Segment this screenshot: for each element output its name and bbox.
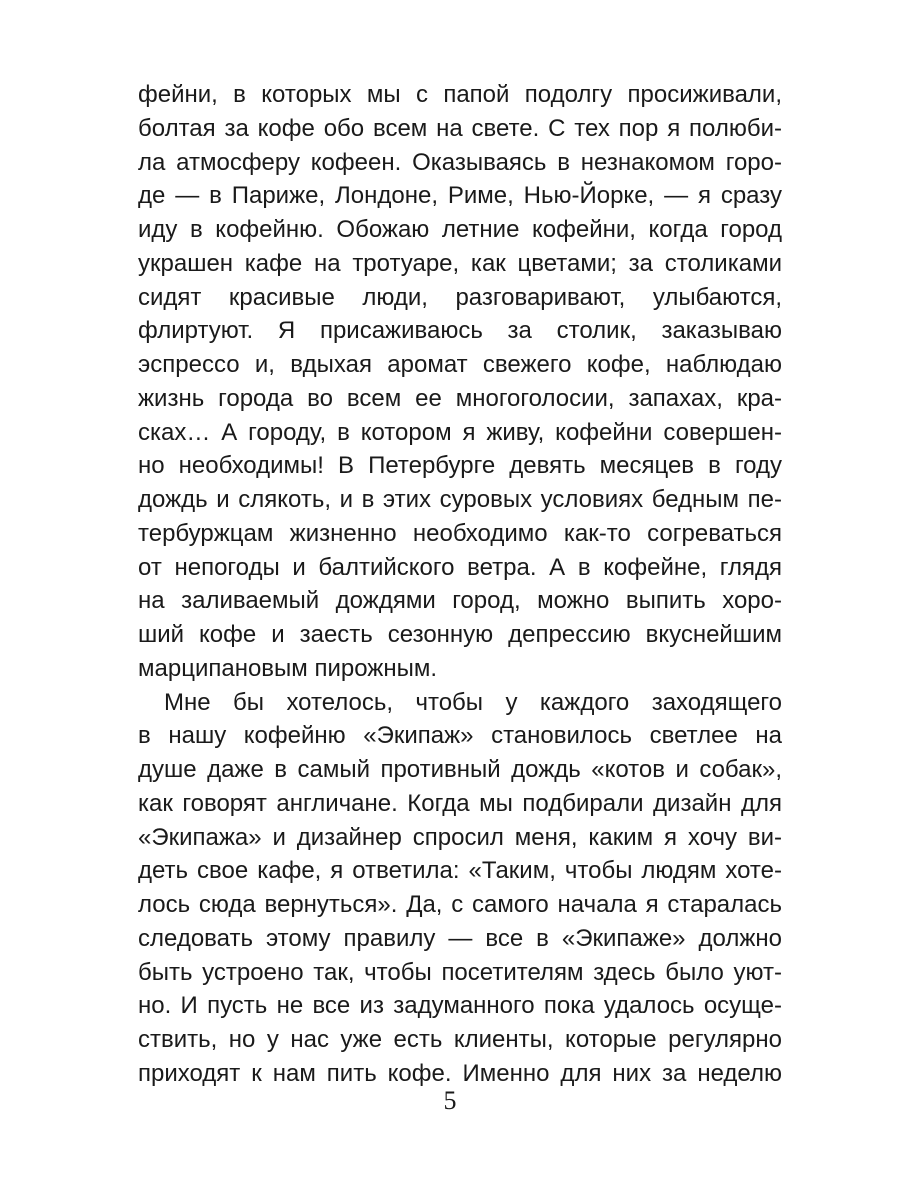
text-line: душе даже в самый противный дождь «котов и собак», [138, 756, 782, 783]
text-line: быть устроено так, чтобы посетителям здесь было уют- [138, 958, 782, 986]
text-line: ла атмосферу кофеен. Оказываясь в незнакомом горо- [138, 148, 782, 176]
text-line: ствить, но у нас уже есть клиенты, которые регулярно [138, 1026, 782, 1053]
text-line: как говорят англичане. Когда мы подбирали дизайн для [138, 789, 782, 817]
page-number: 5 [443, 1086, 457, 1115]
text-line: сках… А городу, в котором я живу, кофейни совершен- [138, 418, 782, 446]
text-line: на заливаемый дождями город, можно выпить хоро- [138, 587, 782, 615]
paragraph-2 [138, 686, 782, 1091]
text-line: «Экипажа» и дизайнер спросил меня, каким я хочу ви- [138, 823, 782, 851]
text-line: де — в Париже, Лондоне, Риме, Нью-Йорке, — я сразу [138, 182, 782, 210]
text-line: лось сюда вернуться». Да, с самого начала я старалась [138, 891, 782, 918]
text-line: от непогоды и балтийского ветра. А в кофейне, глядя [138, 553, 782, 581]
text-line: но. И пусть не все из задуманного пока удалось осуще- [138, 992, 782, 1020]
paragraph-1 [138, 78, 782, 686]
text-line: украшен кафе на тротуаре, как цветами; за столиками [138, 249, 782, 277]
text-line: приходят к нам пить кофе. Именно для них за неделю [138, 1059, 782, 1087]
text-line: Мне бы хотелось, чтобы у каждого заходящего [164, 688, 782, 716]
text-line: деть свое кафе, я ответила: «Таким, чтобы людям хоте- [138, 857, 782, 885]
text-line: но необходимы! В Петербурге девять месяцев в году [138, 452, 782, 480]
body-text [138, 78, 782, 1091]
text-line: болтая за кофе обо всем на свете. С тех пор я полюби- [138, 114, 782, 142]
text-line: жизнь города во всем ее многоголосии, запахах, кра- [138, 384, 782, 412]
text-line: марципановым пирожным. [138, 654, 438, 682]
text-line: фейни, в которых мы с папой подолгу просиживали, [138, 81, 782, 108]
text-line: дождь и слякоть, и в этих суровых условиях бедным пе- [138, 486, 782, 513]
text-line: иду в кофейню. Обожаю летние кофейни, когда город [138, 216, 782, 243]
text-line: флиртуют. Я присаживаюсь за столик, заказываю [138, 317, 782, 345]
text-line: тербуржцам жизненно необходимо как-то согреваться [138, 519, 782, 547]
text-line: ший кофе и заесть сезонную депрессию вкуснейшим [138, 621, 782, 648]
text-line: следовать этому правилу — все в «Экипаже» должно [138, 924, 782, 952]
text-line: эспрессо и, вдыхая аромат свежего кофе, наблюдаю [138, 351, 782, 378]
text-line: в нашу кофейню «Экипаж» становилось светлее на [138, 722, 782, 750]
text-line: сидят красивые люди, разговаривают, улыбаются, [138, 283, 782, 311]
